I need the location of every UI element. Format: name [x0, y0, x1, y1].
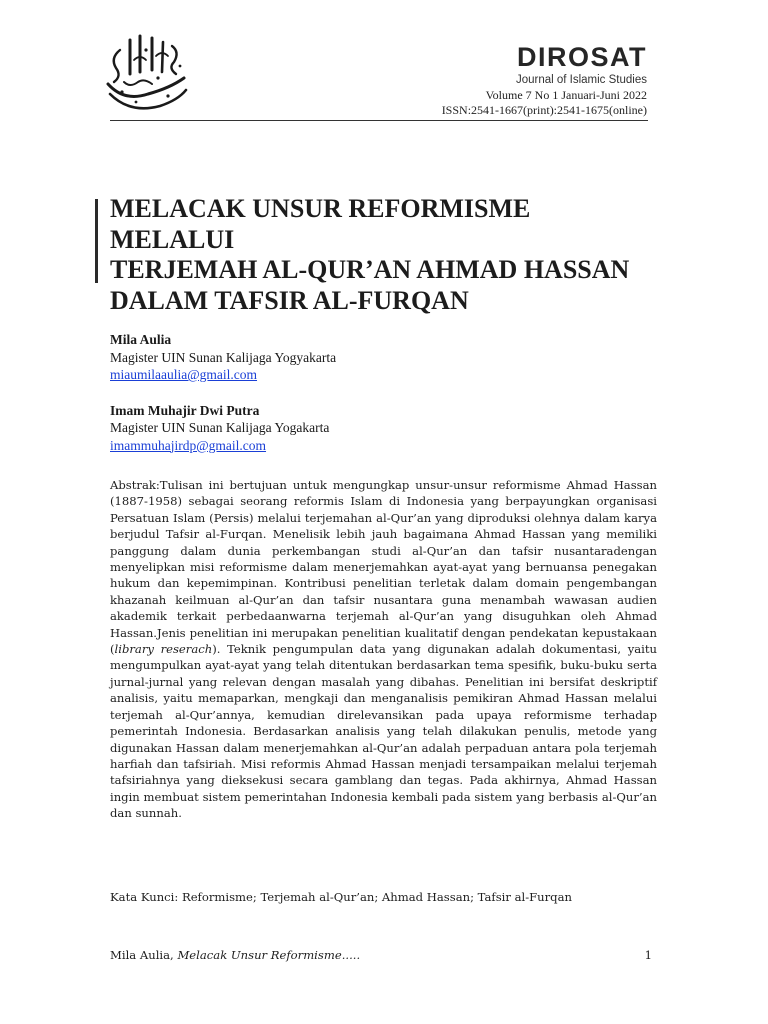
header-divider [110, 120, 648, 121]
abstract-label: Abstrak: [110, 478, 160, 492]
author-affiliation: Magister UIN Sunan Kalijaga Yogyakarta [110, 349, 337, 365]
author-block [110, 331, 650, 384]
journal-volume: Volume 7 No 1 Januari-Juni 2022 [485, 88, 647, 102]
author-list [110, 331, 650, 472]
footer-author: Mila Aulia, [110, 948, 178, 962]
abstract-italic-term: library reserach [114, 642, 213, 657]
author-name: Imam Muhajir Dwi Putra [110, 402, 260, 418]
author-name: Mila Aulia [110, 332, 172, 347]
author-email-link[interactable]: imammuhajirdp@gmail.com [110, 437, 267, 453]
page-number: 1 [644, 948, 652, 962]
journal-subtitle: Journal of Islamic Studies [515, 74, 647, 86]
title-line: TERJEMAH AL-QUR’AN AHMAD HASSAN [110, 255, 630, 284]
abstract-text: ). Teknik pengumpulan data yang digunakan adalah dokumentasi, yaitu mengumpulkan ayat-ayat yang telah ditentukan berdasarkan tema spesifik, buku-buku serta jurnal-jurnal yang relevan dengan masalah yang dibahas. Penelitian ini bersifat deskriptif analisis, yaitu memaparkan, mengkaji dan menganalisis pemikiran Ahmad Hassan melalui terjemah al-Qur’annya, kemudian direlevansikan pada upaya reformisme terhadap pemerintah Indonesia. Berdasarkan analisis yang telah dilakukan penulis, metode yang digunakan Hassan dalam menerjemahkan al-Qur’an adalah perpaduan antara pola terjemah harfiah dan tafsiriah. Misi reformis Ahmad Hassan menjadi tersampaikan melalui terjemah tafsiriahnya yang dieksekusi secara gamblang dan tegas. Pada akhirnya, Ahmad Hassan ingin membuat sistem pemerintahan Indonesia kembali pada sistem yang berbasis al-Qur’an dan sunnah. [110, 642, 657, 821]
author-email-link[interactable]: miaumilaaulia@gmail.com [110, 367, 258, 382]
abstract [110, 477, 657, 822]
keywords: Kata Kunci: Reformisme; Terjemah al-Qur’an; Ahmad Hassan; Tafsir al-Furqan [110, 890, 572, 904]
title-line: MELACAK UNSUR REFORMISME MELALUI [110, 194, 531, 254]
footer-short-title: Melacak Unsur Reformisme..... [177, 948, 361, 962]
title-line: DALAM TAFSIR AL-FURQAN [110, 285, 469, 315]
title-accent-bar [95, 199, 98, 283]
author-block [110, 402, 650, 455]
calligraphy-logo-icon [100, 32, 192, 116]
author-affiliation: Magister UIN Sunan Kalijaga Yogakarta [110, 420, 330, 435]
journal-issn: ISSN:2541-1667(print):2541-1675(online) [441, 103, 647, 117]
abstract-text: Tulisan ini bertujuan untuk mengungkap unsur-unsur reformisme Ahmad Hassan (1887-1958) sebagai seorang reformis Islam di Indonesia yang berpayungkan organisasi Persatuan Islam (Persis) melalui terjemahan al-Qur’an yang diproduksi olehnya dalam karya berjudul Tafsir al-Furqan. Menelisik lebih jauh bagaimana Ahmad Hassan yang memiliki panggung dalam dunia perkembangan studi al-Qur’an dan tafsir nusantaradengan menyelipkan misi reformisme dalam menerjemahkan ayat-ayat yang bernuansa penegakan hukum dan kepemimpinan. Kontribusi penelitian terletak dalam domain pengembangan khazanah keilmuan al-Qur’an dan tafsir nusantara guna menambah wawasan audien akademik terkait perbedaanwarna terjemah al-Qur’an yang disuguhkan oleh Ahmad Hassan.Jenis penelitian ini merupakan penelitian kualitatif dengan pendekatan kepustakaan ( [110, 478, 657, 657]
journal-name: DIROSAT [517, 42, 647, 72]
article-title [110, 194, 655, 316]
page-footer [110, 947, 652, 963]
journal-header [442, 42, 647, 118]
